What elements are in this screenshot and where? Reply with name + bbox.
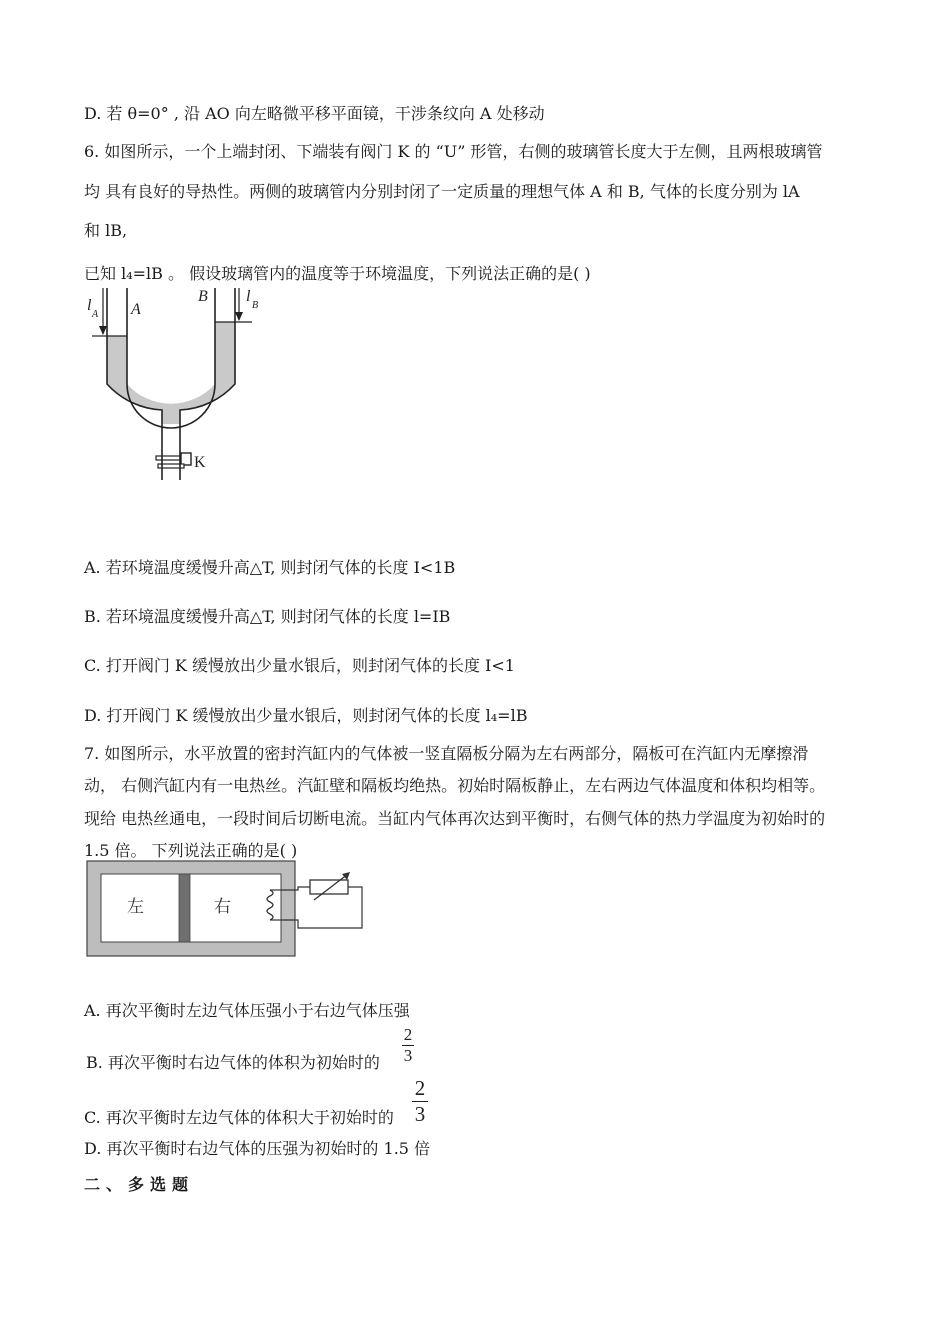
label-left-chamber: 左 [127,897,144,916]
label-right-chamber: 右 [214,897,231,916]
q7-option-a: A. 再次平衡时左边气体压强小于右边气体压强 [84,1001,410,1020]
label-gas-a: A [131,301,141,318]
q7-option-c: C. 再次平衡时左边气体的体积大于初始时的 [84,1108,394,1127]
cylinder-figure [86,860,368,958]
u-tube-figure [84,284,284,484]
fraction-numerator: 2 [412,1076,428,1102]
q5-option-d: D. 若 θ=0° , 沿 AO 向左略微平移平面镜，干涉条纹向 A 处移动 [84,104,545,123]
fraction-denominator: 3 [403,1046,413,1065]
label-l-a-sub: A [92,309,99,320]
q6-stem-line-3: 和 lB, [84,221,128,240]
q6-stem-line-1: 6. 如图所示，一个上端封闭、下端装有阀门 K 的 “U” 形管，右侧的玻璃管长度大于左侧，且两根玻璃管 [84,142,823,161]
q7-option-b: B. 再次平衡时右边气体的体积为初始时的 [86,1053,380,1072]
q6-option-a: A. 若环境温度缓慢升高△T, 则封闭气体的长度 I<1B [84,558,456,577]
fraction-denominator: 3 [414,1102,426,1126]
q7-option-d: D. 再次平衡时右边气体的压强为初始时的 1.5 倍 [84,1139,431,1158]
q6-option-d: D. 打开阀门 K 缓慢放出少量水银后，则封闭气体的长度 l₄=lB [84,706,528,725]
label-valve-k: K [194,454,206,471]
label-l-a: l [87,297,92,314]
fraction-numerator: 2 [403,1025,413,1044]
q7-stem-line-4: 1.5 倍。 下列说法正确的是( ) [84,841,298,860]
label-l-b: l [246,288,251,305]
q6-option-c: C. 打开阀门 K 缓慢放出少量水银后，则封闭气体的长度 I<1 [84,656,515,675]
q7-option-b-fraction [402,1025,414,1066]
q7-option-c-fraction [412,1076,428,1127]
label-gas-b: B [198,288,208,305]
q7-stem-line-1: 7. 如图所示，水平放置的密封汽缸内的气体被一竖直隔板分隔为左右两部分，隔板可在汽缸内无摩擦滑 [84,744,809,763]
q7-stem-line-2: 动， 右侧汽缸内有一电热丝。汽缸壁和隔板均绝热。初始时隔板静止，左右两边气体温度和体积均相等。 [84,776,826,795]
q6-stem-line-4: 已知 l₄=lB 。 假设玻璃管内的温度等于环境温度，下列说法正确的是( ) [84,264,591,283]
q7-stem-line-3: 现给 电热丝通电，一段时间后切断电流。当缸内气体再次达到平衡时，右侧气体的热力学温度为初始时的 [84,809,826,828]
label-l-b-sub: B [252,300,259,311]
q6-option-b: B. 若环境温度缓慢升高△T, 则封闭气体的长度 l=IB [84,607,451,626]
section-heading: 二、多选题 [84,1175,195,1194]
q6-stem-line-2: 均 具有良好的导热性。两侧的玻璃管内分别封闭了一定质量的理想气体 A 和 B, 气体的长度分别为 lA [84,182,800,201]
